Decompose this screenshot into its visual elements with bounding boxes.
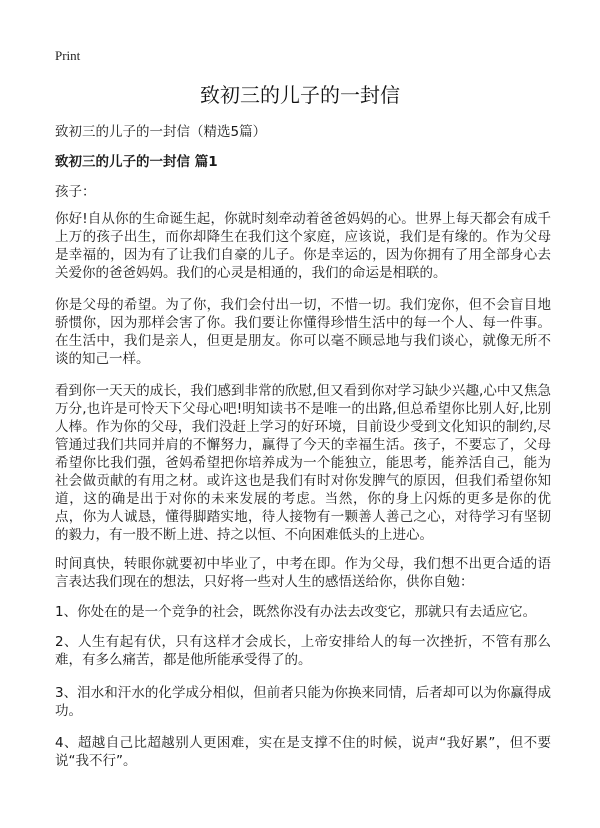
list-item-2: 2、人生有起有伏，只有这样才会成长，上帝安排给人的每一次挫折，不管有那么难，有多么痛苦，都是他所能承受得了的。 <box>55 634 551 668</box>
list-item-4: 4、超越自己比超越别人更困难，实在是支撑不住的时候，说声“我好累”，但不要说“我不行”。 <box>55 735 551 769</box>
article-subtitle: 致初三的儿子的一封信（精选5篇） <box>55 124 267 140</box>
list-item-3: 3、泪水和汗水的化学成分相似，但前者只能为你换来同情，后者却可以为你赢得成功。 <box>55 685 551 719</box>
paragraph-2: 你是父母的希望。为了你，我们会付出一切，不惜一切。我们宠你，但不会盲目地骄惯你，因为那样会害了你。我们要让你懂得珍惜生活中的每一个人、每一件事。在生活中，我们是亲人，但更是朋友。你可以毫不顾忌地与我们谈心，就像无所不谈的知己一样。 <box>55 297 551 367</box>
page-title: 致初三的儿子的一封信 <box>200 83 400 107</box>
paragraph-3: 看到你一天天的成长，我们感到非常的欣慰,但又看到你对学习缺少兴趣,心中又焦急万分,也许是可怜天下父母心吧!明知读书不是唯一的出路,但总希望你比别人好,比别人棒。作为你的父母，我们没赶上学习的好环境，目前设少受到文化知识的制约,尽管通过我们共同并肩的不懈努力，赢得了今天的幸福生活。孩子，不要忘了，父母希望你比我们强，爸妈希望把你培养成为一个能独立，能思考，能养活自己，能为社会做贡献的有用之材。或许这也是我们有时对你发脾气的原因，但我们希望你知道，这的确是出于对你的未来发展的考虑。当然，你的身上闪烁的更多是你的优点，你为人诚恳，懂得脚踏实地，待人接物有一颗善人善己之心，对待学习有坚韧的毅力，有一股不断上进、持之以恒、不向困难低头的上进心。 <box>55 383 551 543</box>
print-link[interactable]: Print <box>55 48 81 63</box>
paragraph-4: 时间真快，转眼你就要初中毕业了，中考在即。作为父母，我们想不出更合适的语言表达我们现在的想法，只好将一些对人生的感悟送给你，供你自勉： <box>55 556 551 590</box>
list-item-1: 1、你处在的是一个竞争的社会，既然你没有办法去改变它，那就只有去适应它。 <box>55 604 537 620</box>
letter-greeting: 孩子： <box>55 184 96 200</box>
paragraph-1: 你好!自从你的生命诞生起，你就时刻牵动着爸爸妈妈的心。世界上每天都会有成千上万的孩子出生，而你却降生在我们这个家庭，应该说，我们是有缘的。作为父母是幸福的，因为有了让我们自豪的儿子。你是幸运的，因为你拥有了用全部身心去关爱你的爸爸妈妈。我们的心灵是相通的，我们的命运是相联的。 <box>55 211 551 281</box>
section-heading: 致初三的儿子的一封信 篇1 <box>55 154 218 170</box>
